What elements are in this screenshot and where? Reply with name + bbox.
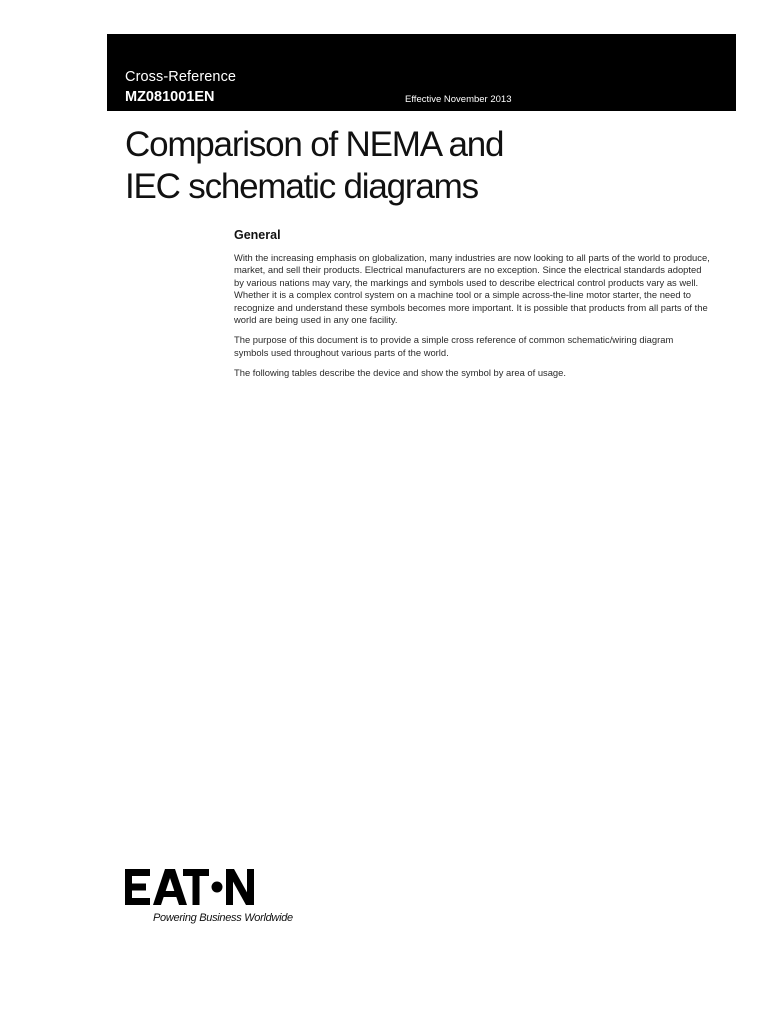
general-paragraph-1: With the increasing emphasis on globalization, many industries are now looking to all parts of the world to produce, market, and sell their products. Electrical manufacturers are no exception. Since the electrical standards adopted by various nations may vary, the markings and symbols used to describe electrical control products vary as well. Whether it is a complex control system on a machine tool or a simple across-the-line motor starter, the need to recognize and understand these symbols becomes more important. It is possible that products from all parts of the world are being used in any one facility. bbox=[234, 252, 710, 326]
general-paragraph-3: The following tables describe the device and show the symbol by area of usage. bbox=[234, 367, 566, 379]
eaton-logo bbox=[125, 869, 255, 907]
header-band bbox=[107, 34, 736, 111]
general-section bbox=[234, 228, 710, 388]
eaton-brand bbox=[125, 869, 325, 929]
page-title-line-2: IEC schematic diagrams bbox=[125, 167, 478, 206]
page-title-line-1: Comparison of NEMA and bbox=[125, 125, 504, 164]
page-title bbox=[125, 124, 725, 208]
general-paragraph-2: The purpose of this document is to provide a simple cross reference of common schematic/wiring diagram symbols used throughout various parts of the world. bbox=[234, 334, 674, 358]
document-number: MZ081001EN bbox=[125, 89, 215, 105]
effective-date: Effective November 2013 bbox=[405, 94, 512, 105]
brand-tagline: Powering Business Worldwide bbox=[153, 912, 293, 924]
section-heading-general: General bbox=[234, 228, 281, 242]
document-type: Cross-Reference bbox=[125, 69, 237, 85]
